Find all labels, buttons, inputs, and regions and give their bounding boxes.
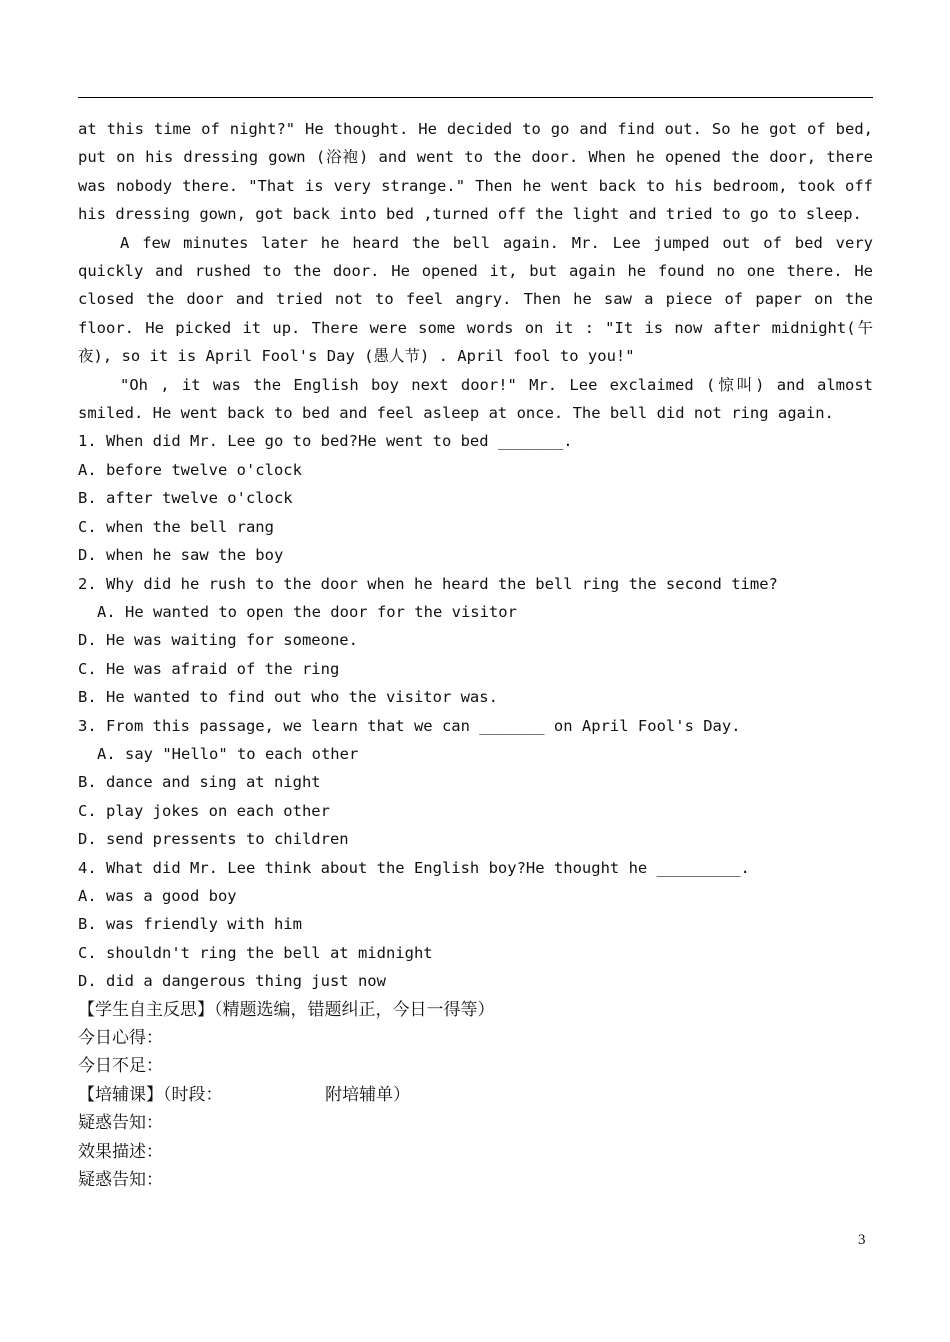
answer-option: B. He wanted to find out who the visitor was. <box>78 688 498 707</box>
header-rule <box>78 97 873 98</box>
tutoring-section <box>78 1081 873 1195</box>
tutoring-doubts-label: 疑惑告知： <box>78 1113 163 1134</box>
question-2 <box>78 570 873 712</box>
answer-option: C. play jokes on each other <box>78 801 330 820</box>
question-stem: 2. Why did he rush to the door when he heard the bell ring the second time? <box>78 574 778 593</box>
reflection-gain-label: 今日心得： <box>78 1028 163 1048</box>
question-stem: 4. What did Mr. Lee think about the English boy?He thought he _________. <box>78 858 750 877</box>
answer-option: A. say "Hello" to each other <box>97 744 359 763</box>
reflection-heading: 【学生自主反思】（精题选编，错题纠正，今日一得等） <box>78 999 495 1020</box>
question-4 <box>78 854 873 996</box>
answer-option: C. when the bell rang <box>78 517 274 536</box>
answer-option: C. He was afraid of the ring <box>78 659 340 678</box>
answer-option: A. He wanted to open the door for the visitor <box>97 602 517 621</box>
question-3 <box>78 712 873 854</box>
question-stem: 3. From this passage, we learn that we can _______ on April Fool's Day. <box>78 716 741 735</box>
reflection-shortfall-label: 今日不足： <box>78 1056 163 1077</box>
answer-option: B. was friendly with him <box>78 915 302 934</box>
page-number: 3 <box>858 1232 866 1248</box>
passage-paragraph-1: at this time of night?" He thought. He decided to go and find out. So he got of bed, put on his dressing gown (浴袍) and went to the door. When he opened the door, there was nobody there. "That is very strange." Then he went back to his bedroom, took off his dressing gown, got back into bed ,turned off the light and tried to go to sleep. <box>78 120 873 224</box>
question-1 <box>78 427 873 569</box>
answer-option: C. shouldn't ring the bell at midnight <box>78 943 433 962</box>
document-body <box>78 115 873 1194</box>
tutoring-heading: 【培辅课】（时段： 附培辅单） <box>78 1084 411 1105</box>
answer-option: D. He was waiting for someone. <box>78 631 358 650</box>
answer-option: D. when he saw the boy <box>78 546 284 565</box>
answer-option: A. before twelve o'clock <box>78 460 302 479</box>
answer-option: B. dance and sing at night <box>78 773 321 792</box>
answer-option: D. did a dangerous thing just now <box>78 972 386 991</box>
answer-option: A. was a good boy <box>78 886 237 905</box>
answer-option: B. after twelve o'clock <box>78 489 293 508</box>
question-stem: 1. When did Mr. Lee go to bed?He went to bed _______. <box>78 432 573 451</box>
passage-paragraph-2: A few minutes later he heard the bell again. Mr. Lee jumped out of bed very quickly and rushed to the door. He opened it, but again he found no one there. He closed the door and tried not to feel angry. Then he saw a piece of paper on the floor. He picked it up. There were some words on it : "It is now after midnight(午夜), so it is April Fool's Day (愚人节) . April fool to you!" <box>78 233 873 366</box>
tutoring-effect-label: 效果描述： <box>78 1141 163 1162</box>
reflection-section <box>78 996 873 1081</box>
passage-paragraph-3: "Oh , it was the English boy next door!" Mr. Lee exclaimed (惊叫) and almost smiled. He went back to bed and feel asleep at once. The bell did not ring again. <box>78 375 873 423</box>
tutoring-doubts-label-2: 疑惑告知： <box>78 1170 163 1191</box>
answer-option: D. send pressents to children <box>78 830 349 849</box>
